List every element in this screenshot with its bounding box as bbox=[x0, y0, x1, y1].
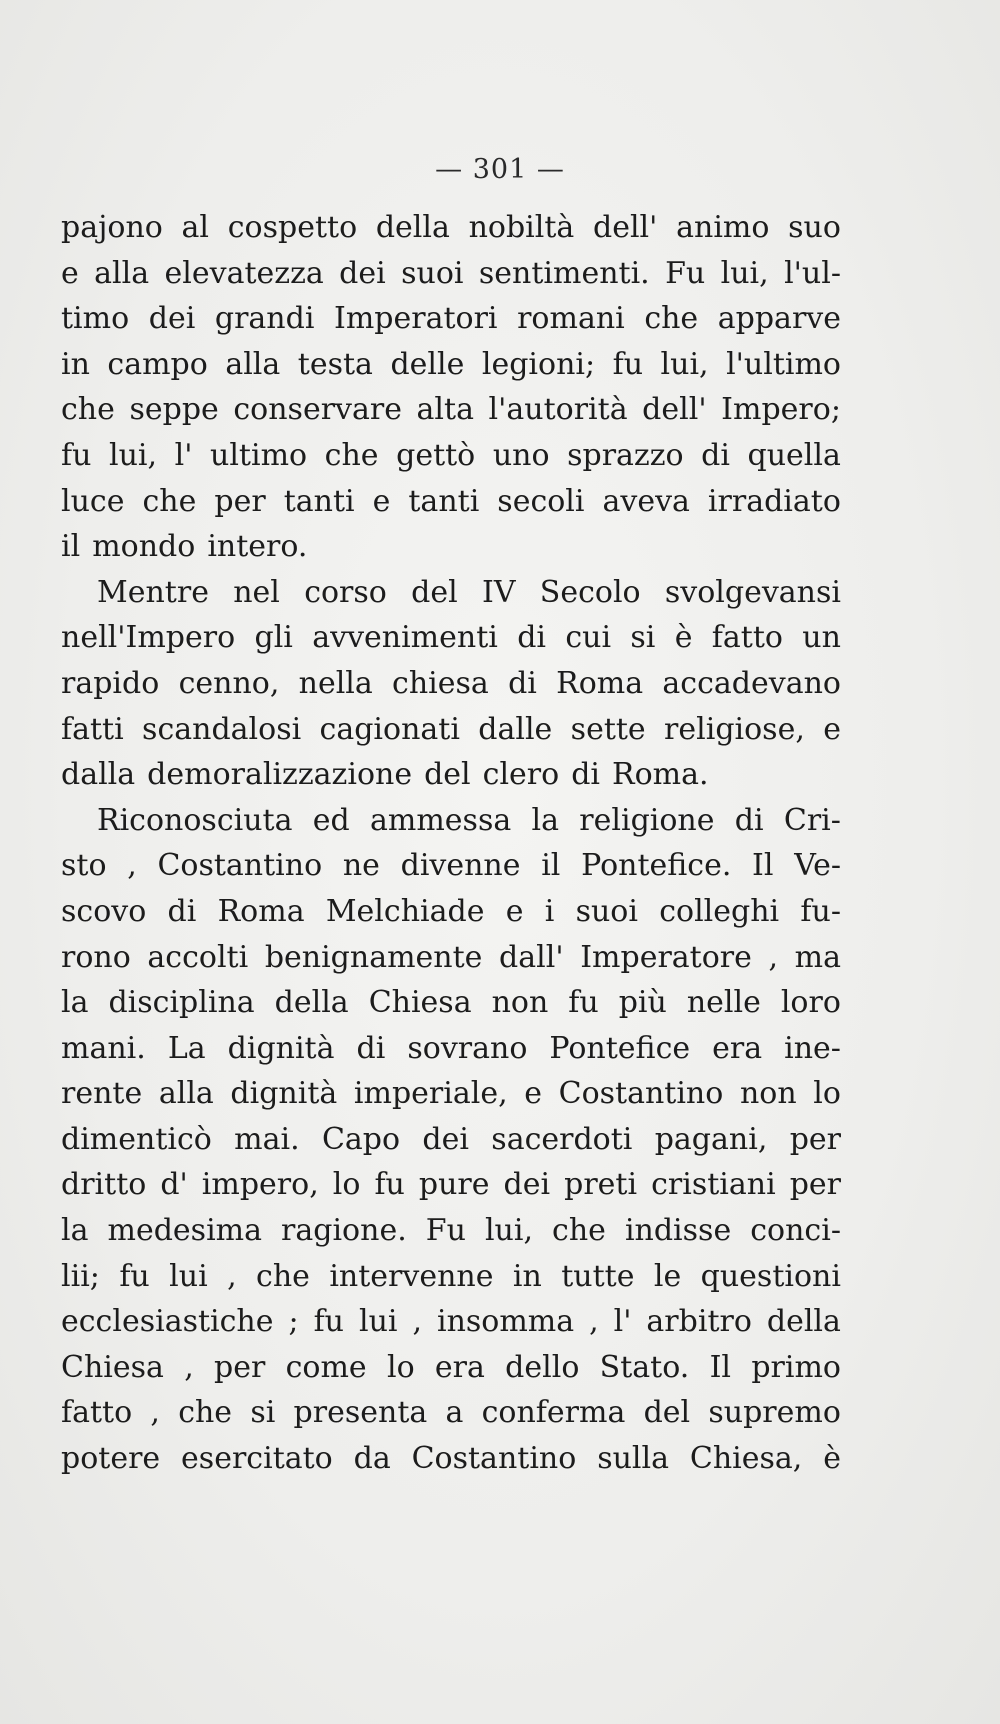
text-line: sto , Costantino ne divenne il Pontefice. Il Ve- bbox=[61, 848, 841, 884]
text-line: rapido cenno, nella chiesa di Roma accadevano bbox=[61, 665, 841, 701]
text-line: mani. La dignità di sovrano Pontefice era ine- bbox=[61, 1030, 841, 1066]
text-line: la medesima ragione. Fu lui, che indisse conci- bbox=[61, 1213, 841, 1249]
text-line: rono accolti benignamente dall' Imperatore , ma bbox=[61, 939, 841, 975]
text-line: fatti scandalosi cagionati dalle sette religiose, e bbox=[61, 711, 841, 747]
text-line: fatto , che si presenta a conferma del supremo bbox=[61, 1395, 841, 1431]
text-line: potere esercitato da Costantino sulla Chiesa, è bbox=[61, 1441, 841, 1477]
body-text bbox=[61, 205, 841, 1482]
text-line: dimenticò mai. Capo dei sacerdoti pagani, per bbox=[61, 1121, 841, 1157]
text-line: nell'Impero gli avvenimenti di cui si è fatto un bbox=[61, 620, 841, 656]
text-line: timo dei grandi Imperatori romani che apparve bbox=[61, 301, 841, 337]
text-line: luce che per tanti e tanti secoli aveva irradiato bbox=[61, 483, 841, 519]
text-line: scovo di Roma Melchiade e i suoi colleghi fu- bbox=[61, 893, 841, 929]
text-line: in campo alla testa delle legioni; fu lui, l'ultimo bbox=[61, 346, 841, 382]
text-line: rente alla dignità imperiale, e Costantino non lo bbox=[61, 1076, 841, 1112]
text-line: Mentre nel corso del IV Secolo svolgevansi bbox=[97, 574, 841, 610]
text-line: ecclesiastiche ; fu lui , insomma , l' arbitro della bbox=[61, 1304, 841, 1340]
text-line: Chiesa , per come lo era dello Stato. Il primo bbox=[61, 1349, 841, 1385]
page-number: — 301 — bbox=[435, 154, 565, 185]
text-line: che seppe conservare alta l'autorità dell' Impero; bbox=[61, 392, 841, 428]
text-line: la disciplina della Chiesa non fu più nelle loro bbox=[61, 985, 841, 1021]
text-line: dritto d' impero, lo fu pure dei preti cristiani per bbox=[61, 1167, 841, 1203]
text-line: lii; fu lui , che intervenne in tutte le questioni bbox=[61, 1258, 841, 1294]
text-line: pajono al cospetto della nobiltà dell' animo suo bbox=[61, 210, 841, 245]
text-line: fu lui, l' ultimo che gettò uno sprazzo di quella bbox=[61, 437, 841, 473]
text-line: e alla elevatezza dei suoi sentimenti. Fu lui, l'ul- bbox=[61, 255, 841, 291]
text-line: dalla demoralizzazione del clero di Roma. bbox=[61, 757, 709, 793]
text-line: Riconosciuta ed ammessa la religione di Cri- bbox=[97, 802, 841, 838]
text-line: il mondo intero. bbox=[61, 529, 308, 565]
